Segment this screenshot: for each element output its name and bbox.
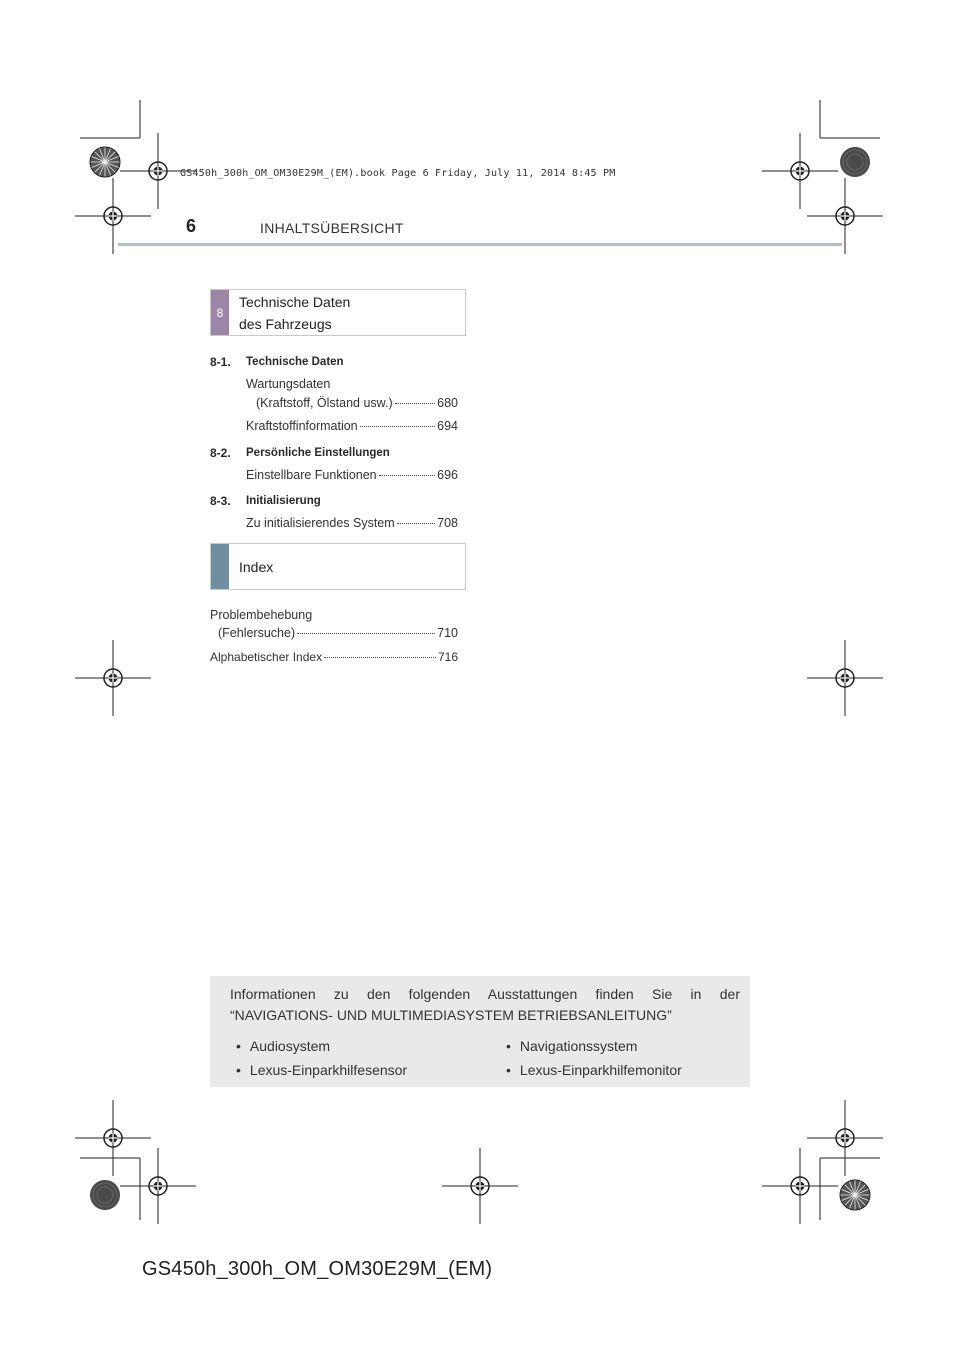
print-header: GS450h_300h_OM_OM30E29M_(EM).book Page 6 Friday, July 11, 2014 8:45 PM (180, 168, 616, 179)
bullet-text: Navigationssystem (519, 1038, 638, 1054)
leader-dots (397, 523, 435, 524)
bullet-dot: • (506, 1038, 511, 1054)
index-page-number: 710 (437, 626, 458, 640)
toc-page-number: 708 (437, 516, 458, 530)
bullet-item (506, 1038, 637, 1054)
section-number: 8-3. (210, 494, 231, 508)
bullet-dot: • (506, 1062, 511, 1078)
leader-dots (324, 657, 436, 658)
chapter-title-line2: des Fahrzeugs (239, 315, 332, 332)
toc-page-number: 680 (437, 396, 458, 410)
page-number: 6 (186, 216, 197, 236)
toc-entry-label: Einstellbare Funktionen (246, 468, 377, 482)
chapter-title: Index (239, 558, 274, 575)
chapter-8-box[interactable] (210, 289, 466, 336)
bullet-item (506, 1062, 682, 1078)
bullet-text: Lexus-Einparkhilfesensor (249, 1062, 408, 1078)
section-number: 8-2. (210, 446, 231, 460)
chapter-tab: 8 (211, 290, 229, 335)
leader-dots (360, 426, 436, 427)
leader-dots (379, 475, 436, 476)
bullet-item (236, 1038, 330, 1054)
info-text-line2: “NAVIGATIONS- UND MULTIMEDIASYSTEM BETRIEBSANLEITUNG” (230, 1007, 672, 1023)
toc-entry[interactable] (246, 468, 458, 482)
index-entry[interactable] (218, 626, 458, 640)
leader-dots (395, 403, 436, 404)
info-box (210, 976, 750, 1087)
bullet-text: Lexus-Einparkhilfemonitor (519, 1062, 682, 1078)
leader-dots (297, 633, 435, 634)
section-title: Technische Daten (246, 356, 344, 368)
toc-entry[interactable] (246, 419, 458, 433)
chapter-title-line1: Technische Daten (239, 293, 351, 310)
toc-entry-label: (Kraftstoff, Ölstand usw.) (256, 396, 393, 410)
bullet-item (236, 1062, 407, 1078)
index-entry[interactable] (210, 650, 458, 664)
bullet-text: Audiosystem (249, 1038, 331, 1054)
bullet-dot: • (236, 1038, 241, 1054)
header-rule (118, 243, 842, 246)
section-title: Persönliche Einstellungen (246, 447, 390, 459)
info-text-line1: Informationen zu den folgenden Ausstattungen finden Sie in der (230, 986, 740, 1002)
toc-entry-label: Kraftstoffinformation (246, 419, 358, 433)
section-number: 8-1. (210, 355, 231, 369)
toc-page-number: 696 (437, 468, 458, 482)
index-entry-label[interactable]: Problembehebung (210, 608, 313, 622)
toc-entry[interactable] (246, 516, 458, 530)
toc-entry[interactable] (256, 396, 458, 410)
index-entry-label: Alphabetischer Index (210, 650, 323, 664)
chapter-title (239, 290, 459, 335)
toc-page-number: 694 (437, 419, 458, 433)
chapter-index-box[interactable] (210, 543, 466, 590)
toc-entry-label[interactable]: Wartungsdaten (246, 377, 331, 391)
footer-code: GS450h_300h_OM_OM30E29M_(EM) (142, 1258, 493, 1280)
page-title: INHALTSÜBERSICHT (260, 220, 404, 236)
bullet-dot: • (236, 1062, 241, 1078)
index-page-number: 716 (437, 650, 458, 664)
toc-entry-label: Zu initialisierendes System (246, 516, 395, 530)
section-title: Initialisierung (246, 495, 321, 507)
index-entry-label: (Fehlersuche) (218, 626, 296, 640)
chapter-tab (211, 544, 229, 589)
